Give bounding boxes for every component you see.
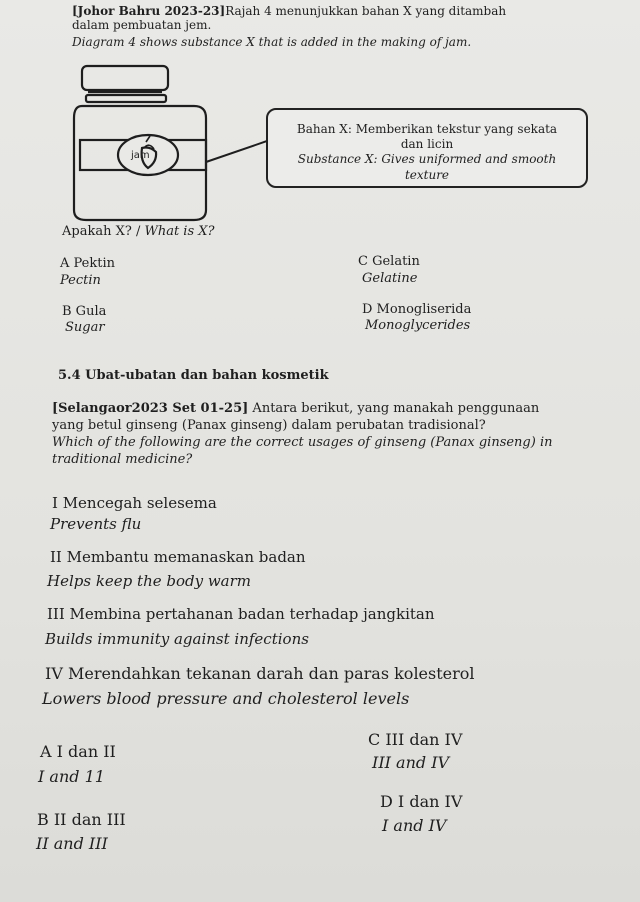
jar-label-text: jam <box>131 150 150 161</box>
q1-header-text: Rajah 4 menunjukkan bahan X yang ditambah <box>225 4 507 18</box>
statement-i-malay: I Mencegah selesema <box>52 494 217 512</box>
jar-neck <box>86 95 166 102</box>
q1-option-a-malay[interactable]: A Pektin <box>60 256 116 271</box>
q1-option-a-english: Pectin <box>60 273 101 288</box>
q2-option-d-malay[interactable]: D I dan IV <box>380 792 463 811</box>
q1-option-c-english: Gelatine <box>362 271 418 286</box>
q1-option-d-malay[interactable]: D Monogliserida <box>362 302 472 317</box>
callout-malay-line1: Bahan X: Memberikan tekstur yang sekata <box>296 122 558 136</box>
q1-option-b-malay[interactable]: B Gula <box>62 304 107 319</box>
q2-english-line1: Which of the following are the correct usages of ginseng (Panax ginseng) in <box>52 435 553 450</box>
callout-english-text: Gives uniformed and smooth <box>381 152 557 166</box>
q2-source-tag: [Selangaor2023 Set 01-25] <box>52 401 249 416</box>
q1-header <box>72 4 506 18</box>
q2-option-c-malay[interactable]: C III dan IV <box>368 730 463 749</box>
q1-source-tag: [Johor Bahru 2023-23] <box>72 4 226 18</box>
q2-header-text: Antara berikut, yang manakah penggunaan <box>248 401 540 416</box>
statement-i-english: Prevents flu <box>50 515 142 533</box>
statement-ii-malay: II Membantu memanaskan badan <box>50 548 306 566</box>
callout-english-line1 <box>268 152 586 166</box>
statement-iv-malay: IV Merendahkan tekanan darah dan paras kolesterol <box>45 664 475 683</box>
q1-question <box>62 224 215 239</box>
callout-english-prefix: Substance X: <box>297 152 382 166</box>
q1-question-malay: Apakah X? / <box>62 224 145 239</box>
statement-ii-english: Helps keep the body warm <box>47 572 252 590</box>
statement-iii-malay: III Membina pertahanan badan terhadap jangkitan <box>47 605 435 623</box>
statement-iv-english: Lowers blood pressure and cholesterol levels <box>42 689 410 708</box>
substance-x-callout <box>266 108 588 188</box>
q1-header-english: Diagram 4 shows substance X that is added in the making of jam. <box>72 35 472 49</box>
jam-jar-diagram <box>70 62 270 224</box>
callout-pointer <box>206 140 270 162</box>
jar-lid <box>82 66 168 90</box>
q1-option-b-english: Sugar <box>65 320 105 335</box>
q2-option-a-english: I and 11 <box>38 767 105 786</box>
q2-option-a-malay[interactable]: A I dan II <box>40 742 116 761</box>
q2-option-d-english: I and IV <box>382 816 447 835</box>
callout-english-line2: texture <box>404 168 450 182</box>
q1-question-english: What is X? <box>144 224 215 239</box>
q1-option-c-malay[interactable]: C Gelatin <box>358 254 420 269</box>
statement-iii-english: Builds immunity against infections <box>45 630 309 648</box>
section-heading: 5.4 Ubat-ubatan dan bahan kosmetik <box>58 368 329 383</box>
callout-malay-line2: dan licin <box>400 137 454 151</box>
q2-option-b-malay[interactable]: B II dan III <box>37 810 126 829</box>
q2-header-line2: yang betul ginseng (Panax ginseng) dalam perubatan tradisional? <box>52 418 486 433</box>
q1-header-line2: dalam pembuatan jem. <box>72 18 212 32</box>
q1-option-d-english: Monoglycerides <box>365 318 471 333</box>
q2-english-line2: traditional medicine? <box>52 452 193 467</box>
q2-option-c-english: III and IV <box>372 753 450 772</box>
q2-option-b-english: II and III <box>36 834 108 853</box>
q2-header <box>52 401 539 416</box>
